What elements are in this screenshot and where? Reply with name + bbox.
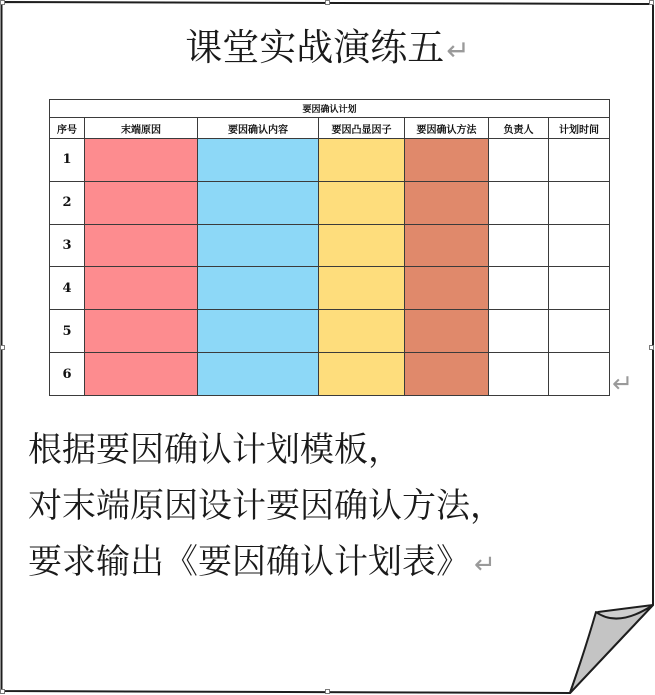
instruction-line xyxy=(28,478,628,534)
cell-end-cause[interactable] xyxy=(85,181,198,224)
cell-prominent-factor[interactable] xyxy=(319,310,405,353)
col-header-prominent-factor: 要因凸显因子 xyxy=(319,118,405,139)
instruction-line-text: 对末端原因设计要因确认方法， xyxy=(28,486,504,526)
cell-plan-time[interactable] xyxy=(549,353,610,396)
resize-handle-top-right[interactable] xyxy=(649,0,654,5)
cell-confirm-content[interactable] xyxy=(198,139,319,182)
cell-confirm-method[interactable] xyxy=(405,267,489,310)
cell-prominent-factor[interactable] xyxy=(319,353,405,396)
table-caption: 要因确认计划 xyxy=(50,100,610,118)
cell-end-cause[interactable] xyxy=(85,353,198,396)
table-row xyxy=(50,267,610,310)
resize-handle-middle-right[interactable] xyxy=(649,345,654,350)
table-row xyxy=(50,353,610,396)
cell-owner[interactable] xyxy=(489,353,549,396)
cell-owner[interactable] xyxy=(489,267,549,310)
instruction-line xyxy=(28,422,628,478)
table-header-row xyxy=(50,118,610,139)
row-number: 4 xyxy=(50,267,85,310)
cell-end-cause[interactable] xyxy=(85,139,198,182)
instruction-line-text: 根据要因确认计划模板， xyxy=(28,430,402,470)
resize-handle-middle-left[interactable] xyxy=(0,345,5,350)
cell-confirm-content[interactable] xyxy=(198,267,319,310)
resize-handle-top-left[interactable] xyxy=(0,0,5,5)
cell-plan-time[interactable] xyxy=(549,224,610,267)
instruction-line xyxy=(28,534,628,590)
cell-confirm-method[interactable] xyxy=(405,353,489,396)
cell-owner[interactable] xyxy=(489,181,549,224)
col-header-serial: 序号 xyxy=(50,118,85,139)
cell-prominent-factor[interactable] xyxy=(319,224,405,267)
cell-prominent-factor[interactable] xyxy=(319,181,405,224)
cell-plan-time[interactable] xyxy=(549,139,610,182)
resize-handle-bottom-left[interactable] xyxy=(0,689,5,694)
cell-confirm-content[interactable] xyxy=(198,224,319,267)
row-number: 5 xyxy=(50,310,85,353)
cell-confirm-content[interactable] xyxy=(198,181,319,224)
cell-owner[interactable] xyxy=(489,139,549,182)
cell-confirm-method[interactable] xyxy=(405,310,489,353)
cell-end-cause[interactable] xyxy=(85,224,198,267)
cell-confirm-content[interactable] xyxy=(198,310,319,353)
row-number: 1 xyxy=(50,139,85,182)
paragraph-mark-icon: ↵ xyxy=(474,550,496,580)
cell-owner[interactable] xyxy=(489,310,549,353)
table-row xyxy=(50,181,610,224)
exercise-title xyxy=(0,24,655,72)
factor-confirmation-plan-table[interactable] xyxy=(49,99,610,396)
instruction-line-text: 要求输出《要因确认计划表》 xyxy=(28,542,470,582)
cell-prominent-factor[interactable] xyxy=(319,139,405,182)
col-header-confirm-content: 要因确认内容 xyxy=(198,118,319,139)
col-header-plan-time: 计划时间 xyxy=(549,118,610,139)
row-number: 3 xyxy=(50,224,85,267)
cell-confirm-method[interactable] xyxy=(405,181,489,224)
cell-plan-time[interactable] xyxy=(549,310,610,353)
cell-confirm-content[interactable] xyxy=(198,353,319,396)
resize-handle-bottom-middle[interactable] xyxy=(325,689,330,694)
cell-plan-time[interactable] xyxy=(549,181,610,224)
paragraph-mark-icon: ↵ xyxy=(612,369,633,398)
cell-confirm-method[interactable] xyxy=(405,224,489,267)
cell-owner[interactable] xyxy=(489,224,549,267)
cell-plan-time[interactable] xyxy=(549,267,610,310)
cell-end-cause[interactable] xyxy=(85,310,198,353)
title-text: 课堂实战演练五 xyxy=(185,26,445,69)
resize-handle-top-middle[interactable] xyxy=(325,0,330,5)
cell-end-cause[interactable] xyxy=(85,267,198,310)
row-number: 2 xyxy=(50,181,85,224)
row-number: 6 xyxy=(50,353,85,396)
paragraph-mark-icon: ↵ xyxy=(446,34,470,67)
table-row xyxy=(50,310,610,353)
table-row xyxy=(50,139,610,182)
col-header-confirm-method: 要因确认方法 xyxy=(405,118,489,139)
instruction-text xyxy=(28,422,628,590)
col-header-owner: 负责人 xyxy=(489,118,549,139)
col-header-end-cause: 末端原因 xyxy=(85,118,198,139)
table-row xyxy=(50,224,610,267)
cell-prominent-factor[interactable] xyxy=(319,267,405,310)
cell-confirm-method[interactable] xyxy=(405,139,489,182)
